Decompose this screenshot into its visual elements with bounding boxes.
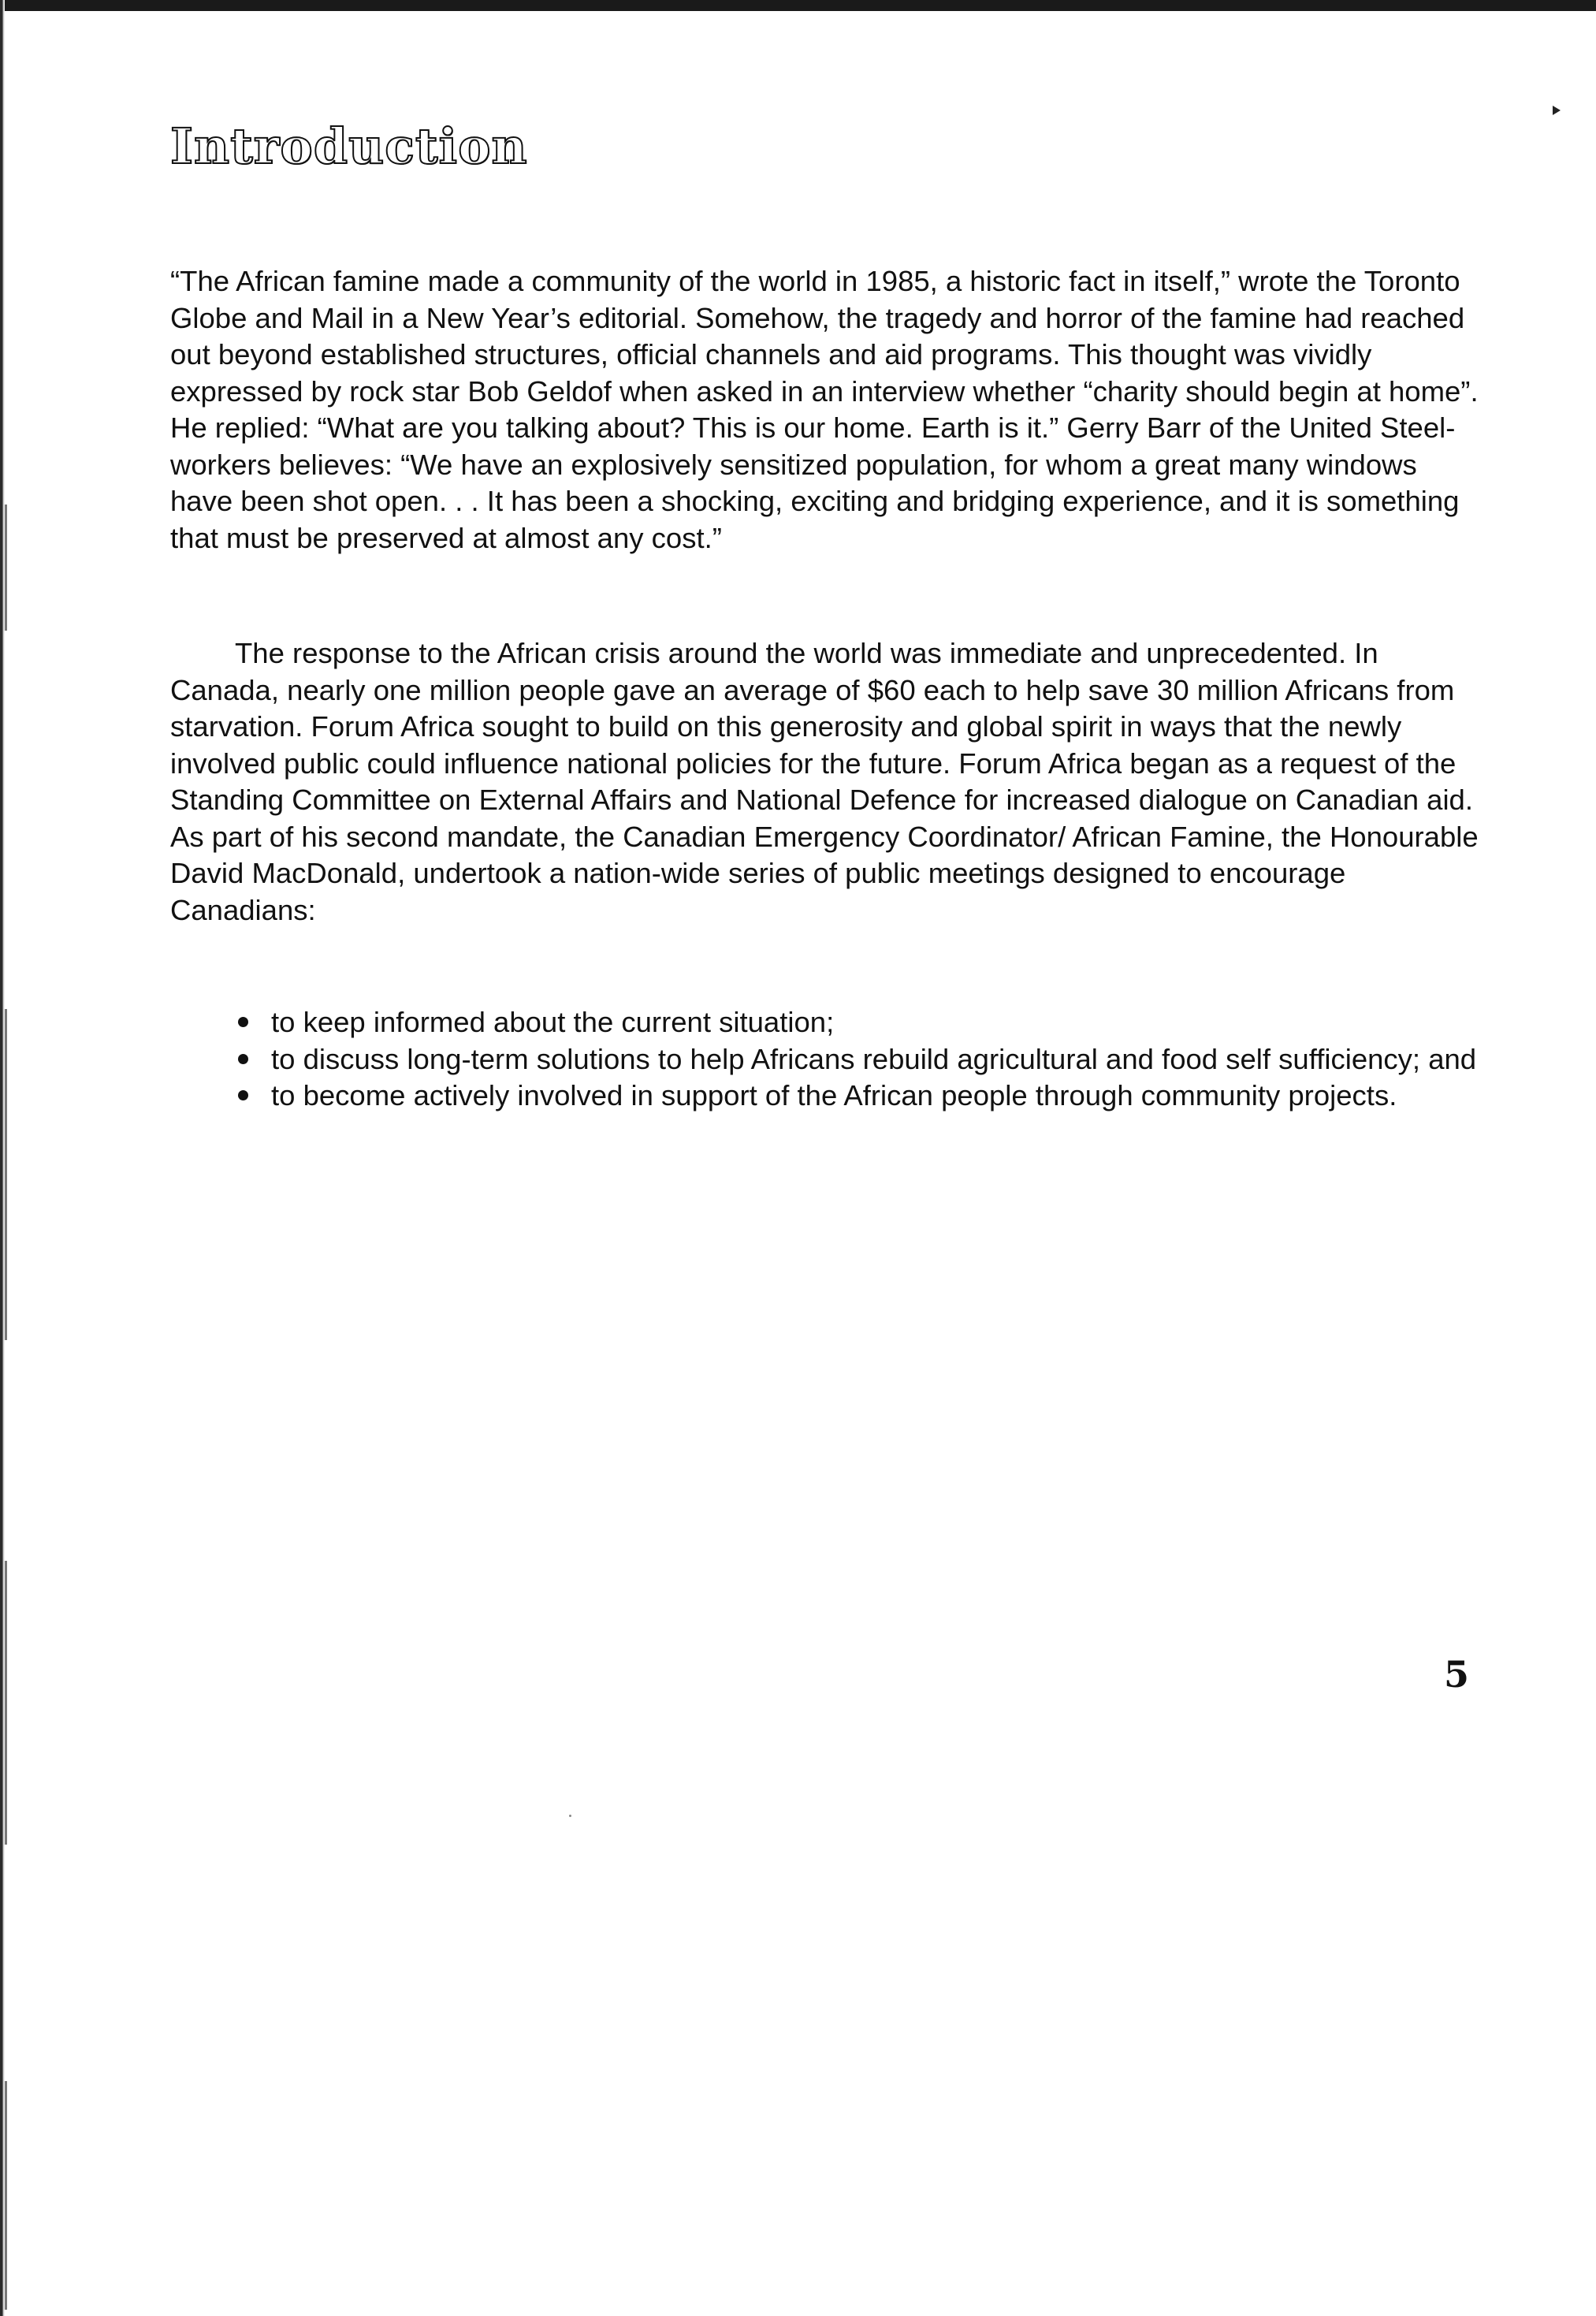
list-item xyxy=(233,1041,1494,1078)
scan-edge-mark xyxy=(5,1561,7,1845)
scan-edge-mark xyxy=(5,1009,7,1340)
list-item xyxy=(233,1078,1494,1115)
list-item-text: to keep informed about the current situation; xyxy=(271,1006,835,1038)
corner-arrow-mark xyxy=(1553,106,1561,115)
scan-edge-mark xyxy=(5,2081,7,2310)
bullet-list xyxy=(233,1004,1494,1115)
page-number: 5 xyxy=(1444,1653,1470,1696)
list-item-text: to become actively involved in support of the African people through community projects. xyxy=(271,1079,1397,1111)
page-title: Introduction xyxy=(170,117,528,175)
list-item-text: to discuss long-term solutions to help Africans rebuild agricultural and food self sufficiency; and xyxy=(271,1042,1477,1075)
bullet-icon xyxy=(238,1090,248,1100)
bullet-icon xyxy=(238,1017,248,1027)
list-item xyxy=(233,1004,1494,1041)
scan-speck xyxy=(569,1815,571,1817)
paragraph-2: The response to the African crisis around the world was immediate and unprecedented. In Canada, nearly one million people gave an average of $60 each to help save 30 million Africans from starvation. Forum Africa sought to build on this generosity and global spirit in ways that the newly involved public could influence national policies for the future. Forum Africa began as a request of the Standing Committee on External Affairs and National Defence for increased dialogue on Canadian aid. As part of his second mandate, the Canadian Emergency Coordinator/ African Famine, the Honourable David MacDonald, undertook a nation-wide series of public meetings designed to encourage Canadians: xyxy=(170,637,1479,926)
bullet-icon xyxy=(238,1054,248,1064)
paragraph-1: “The African famine made a community of the world in 1985, a historic fact in itself,” wrote the Toronto Globe and Mail in a New Year’s editorial. Somehow, the tragedy and horror of the famine had reached out beyond established structures, official channels and aid programs. This thought was vividly expressed by rock star Bob Geldof when asked in an interview whether “charity should begin at home”. He replied: “What are you talking about? This is our home. Earth is it.” Gerry Barr of the United Steel-workers believes: “We have an explosively sensitized population, for whom a great many windows have been shot open. . . It has been a shocking, exciting and bridging experience, and it is something that must be preserved at almost any cost.” xyxy=(170,265,1479,554)
scan-edge-mark xyxy=(5,505,7,631)
top-border-rule xyxy=(0,0,1596,11)
